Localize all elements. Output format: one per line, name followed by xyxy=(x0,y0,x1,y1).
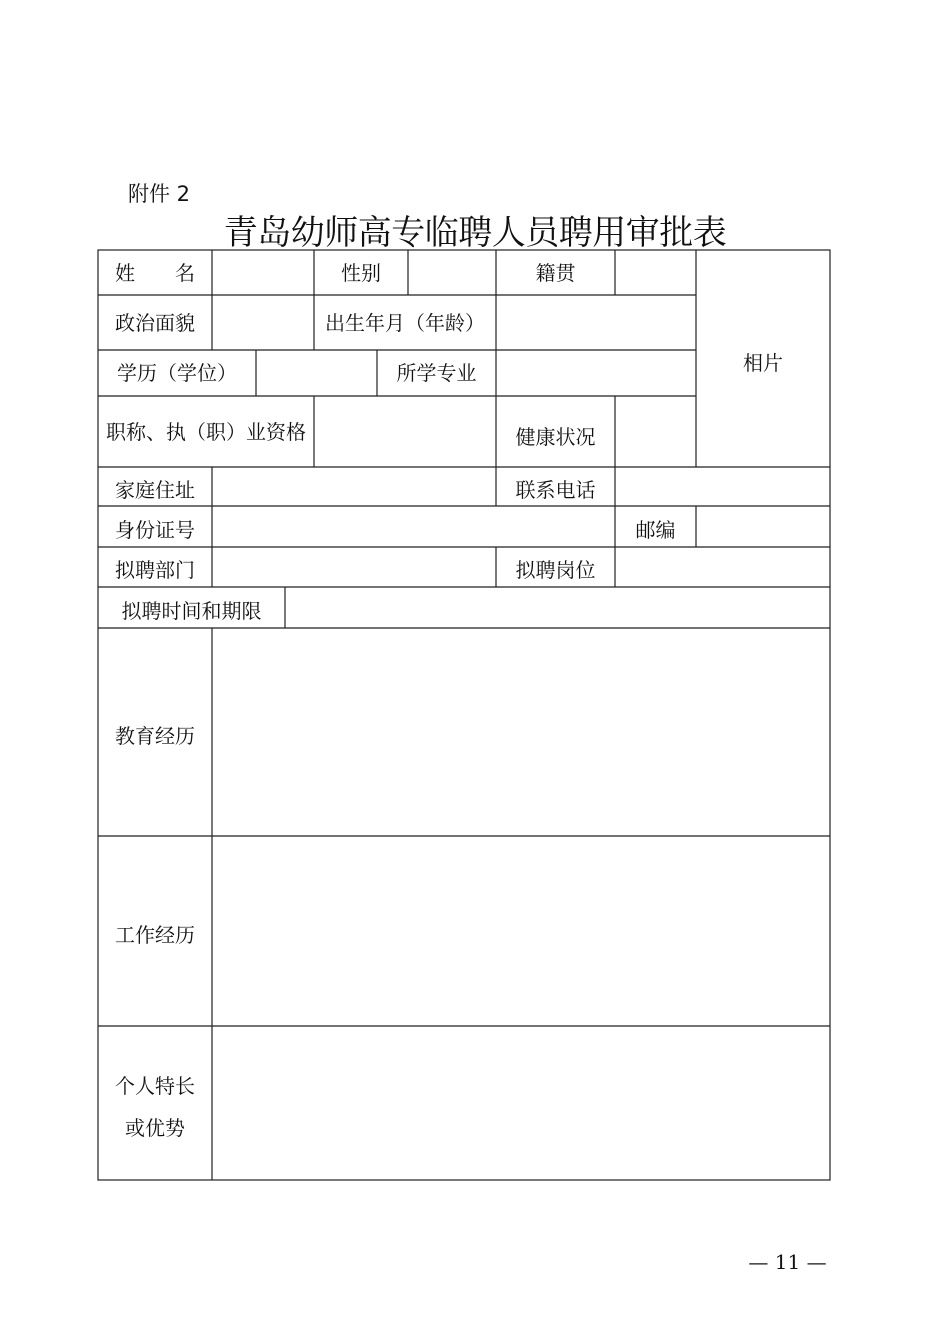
native-place-label: 籍贯 xyxy=(535,260,576,285)
period-label: 拟聘时间和期限 xyxy=(121,598,262,623)
address-field[interactable] xyxy=(212,467,496,506)
position-label: 拟聘岗位 xyxy=(515,558,596,582)
major-label: 所学专业 xyxy=(396,361,477,385)
postcode-label: 邮编 xyxy=(635,517,676,542)
title-field[interactable] xyxy=(314,396,496,467)
gender-label: 性别 xyxy=(341,260,381,285)
id-field[interactable] xyxy=(212,506,615,547)
edu-history-field[interactable] xyxy=(212,628,830,836)
form-title: 青岛幼师高专临聘人员聘用审批表 xyxy=(223,213,727,253)
photo-area[interactable]: 相片 xyxy=(743,351,783,375)
specialty-label: 个人特长 或优势 xyxy=(115,1074,195,1140)
birth-label: 出生年月（年龄） xyxy=(325,310,485,335)
health-field[interactable] xyxy=(615,396,696,467)
phone-field[interactable] xyxy=(615,467,830,506)
dept-label: 拟聘部门 xyxy=(115,558,195,582)
work-history-label: 工作经历 xyxy=(115,923,195,947)
gender-field[interactable] xyxy=(408,250,496,295)
period-field[interactable] xyxy=(285,587,830,628)
edu-history-label: 教育经历 xyxy=(115,724,195,748)
address-label: 家庭住址 xyxy=(115,477,195,502)
major-field[interactable] xyxy=(496,350,696,396)
education-label: 学历（学位） xyxy=(117,361,237,385)
native-place-field[interactable] xyxy=(615,250,696,295)
political-field[interactable] xyxy=(212,295,314,350)
work-history-field[interactable] xyxy=(212,836,830,1026)
name-label: 姓 名 xyxy=(115,260,195,285)
position-field[interactable] xyxy=(615,547,830,587)
postcode-field[interactable] xyxy=(696,506,830,547)
id-label: 身份证号 xyxy=(115,517,195,542)
health-label: 健康状况 xyxy=(515,424,596,449)
political-label: 政治面貌 xyxy=(115,310,195,335)
education-field[interactable] xyxy=(256,350,377,396)
attachment-label: 附件 2 xyxy=(128,182,191,206)
dept-field[interactable] xyxy=(212,547,496,587)
title-label: 职称、执（职）业资格 xyxy=(106,419,306,444)
specialty-field[interactable] xyxy=(212,1026,830,1180)
name-field[interactable] xyxy=(212,250,314,295)
phone-label: 联系电话 xyxy=(515,477,596,502)
birth-field[interactable] xyxy=(496,295,696,350)
page-number: — 11 — xyxy=(748,1250,827,1274)
